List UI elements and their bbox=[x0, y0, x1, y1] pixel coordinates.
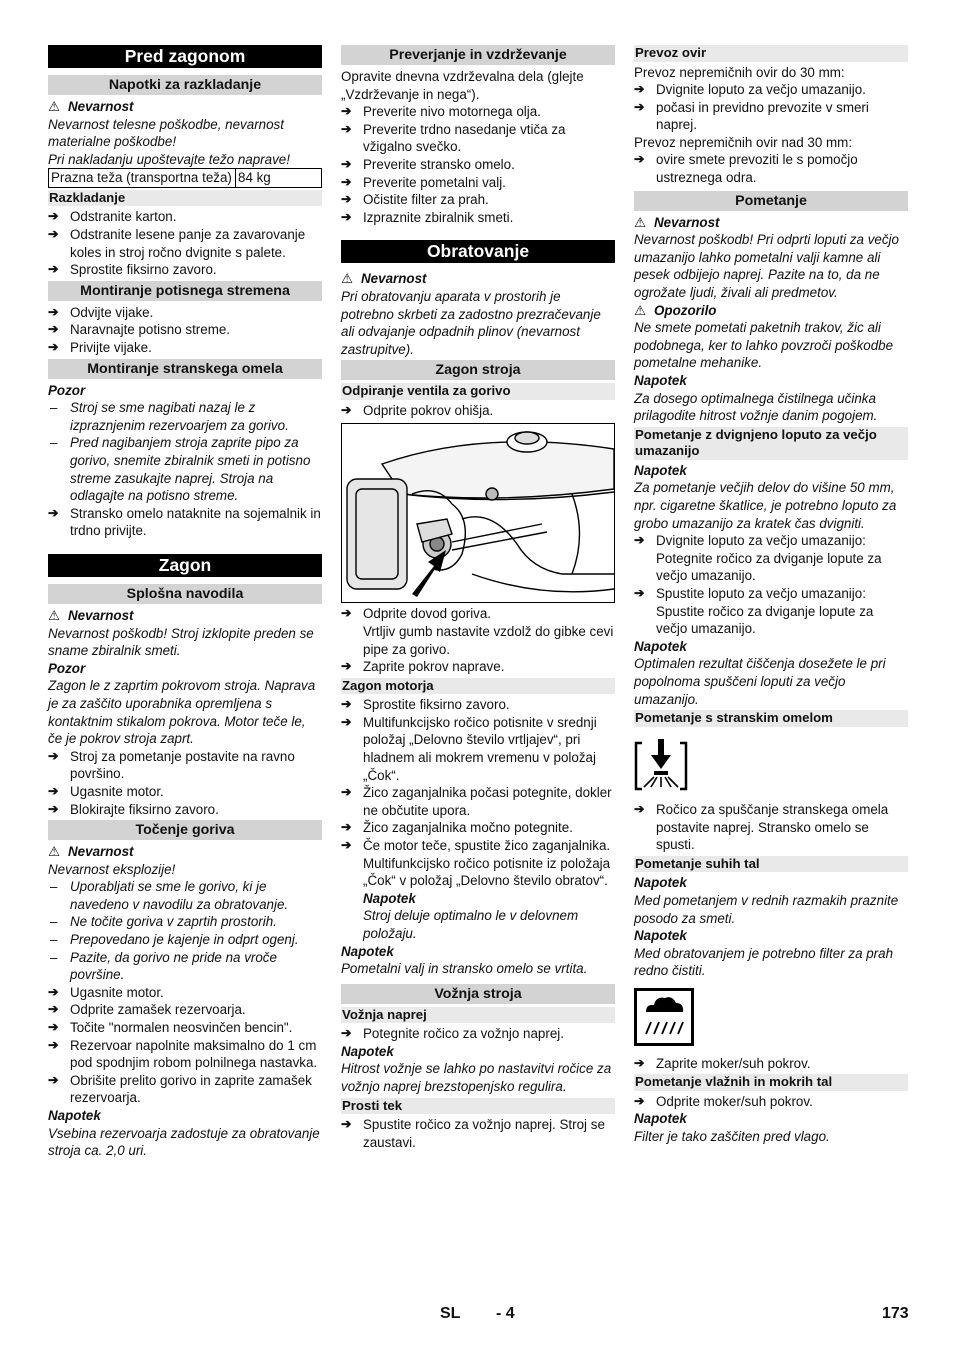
warning-label: ⚠ Opozorilo bbox=[634, 302, 717, 318]
list-item: ➔ ovire smete prevoziti le s pomočjo ustreznega odra. bbox=[634, 151, 908, 186]
list-item: ➔ Stransko omelo nataknite na sojemalnik in trdno privijte. bbox=[48, 505, 322, 540]
list-item: ➔ Multifunkcijsko ročico potisnite v srednji položaj „Delovno število vrtljajev“, pri hladnem ali mokrem vremenu v položaj „Čok“. bbox=[341, 714, 615, 784]
note-label: Napotek bbox=[634, 928, 687, 944]
list-item: – Uporabljati se sme le gorivo, ki je navedeno v navodilu za obratovanje. bbox=[48, 878, 322, 913]
list-item: ➔ Odprite dovod goriva. bbox=[341, 605, 615, 623]
subsection-title: Točenje goriva bbox=[48, 820, 322, 840]
list-item: ➔ Naravnajte potisno streme. bbox=[48, 321, 322, 339]
list-item: ➔ Preverite stransko omelo. bbox=[341, 156, 615, 174]
note-text: Med pometanjem v rednih razmakih praznite posodo za smeti. bbox=[634, 893, 899, 926]
note-text: Filter je tako zaščiten pred vlago. bbox=[634, 1128, 830, 1144]
list-item: ➔ Točite "normalen neosvinčen bencin". bbox=[48, 1019, 322, 1037]
list-item: ➔ Če motor teče, spustite žico zaganjalnika. Multifunkcijsko ročico potisnite iz položaja „Čok“ v položaj „Delovno število obratov“. bbox=[341, 837, 615, 890]
danger-label: ⚠ Nevarnost bbox=[48, 844, 134, 860]
danger-label: ⚠ Nevarnost bbox=[48, 607, 134, 623]
list-item: ➔ Spustite loputo za večjo umazanijo: Spustite ročico za dviganje lopute za večjo umazanijo. bbox=[634, 585, 908, 638]
list-item: ➔ Sprostite fiksirno zavoro. bbox=[341, 696, 615, 714]
caution-label: Pozor bbox=[48, 382, 86, 398]
section-title: Obratovanje bbox=[341, 240, 615, 263]
note-label: Napotek bbox=[363, 890, 416, 906]
warning-triangle-icon: ⚠ bbox=[341, 271, 354, 287]
warning-triangle-icon: ⚠ bbox=[634, 214, 647, 230]
list-item: ➔ Odstranite lesene panje za zavarovanje koles in stroj ročno dvignite s palete. bbox=[48, 226, 322, 261]
danger-label: ⚠ Nevarnost bbox=[341, 271, 427, 287]
subheading: Vožnja naprej bbox=[341, 1007, 615, 1024]
dry-surface-icon bbox=[634, 988, 908, 1051]
subheading: Razkladanje bbox=[48, 190, 322, 207]
local-page-number: - 4 bbox=[496, 1305, 515, 1322]
danger-label: ⚠ Nevarnost bbox=[48, 99, 134, 114]
list-item: ➔ Odprite moker/suh pokrov. bbox=[634, 1093, 908, 1111]
list-item: ➔ Preverite pometalni valj. bbox=[341, 174, 615, 192]
danger-text: Pri obratovanju aparata v prostorih je potrebno skrbeti za zadostno prezračevanje ali odvajanje odpadnih plinov (nevarnost zastrupitve). bbox=[341, 288, 601, 357]
list-item: ➔ Ročico za spuščanje stranskega omela postavite naprej. Stransko omelo se spusti. bbox=[634, 801, 908, 854]
engine-fuel-valve-figure bbox=[341, 423, 615, 603]
note-text: Optimalen rezultat čiščenja dosežete le pri popolnoma spuščeni loputi za večjo umazanijo. bbox=[634, 656, 886, 707]
list-item: ➔ Žico zaganjalnika počasi potegnite, dokler ne občutite upora. bbox=[341, 784, 615, 819]
subsection-title: Vožnja stroja bbox=[341, 984, 615, 1004]
subheading: Zagon motorja bbox=[341, 678, 615, 695]
subsection-title: Preverjanje in vzdrževanje bbox=[341, 45, 615, 65]
subsection-title: Zagon stroja bbox=[341, 360, 615, 380]
note-text: Za dosego optimalnega čistilnega učinka prilagodite hitrost vožnje danim pogojem. bbox=[634, 390, 878, 424]
subheading: Pometanje suhih tal bbox=[634, 856, 908, 873]
spec-value: 84 kg bbox=[236, 169, 322, 188]
danger-text: Nevarnost eksplozije! bbox=[48, 861, 176, 877]
danger-text: Nevarnost telesne poškodbe, nevarnost materialne poškodbe! bbox=[48, 116, 284, 150]
note-text: Pometalni valj in stransko omelo se vrtita. bbox=[341, 961, 588, 977]
list-item: ➔ Rezervoar napolnite maksimalno do 1 cm pod spodnjim robom polnilnega nastavka. bbox=[48, 1037, 322, 1072]
list-item: ➔ Žico zaganjalnika močno potegnite. bbox=[341, 819, 615, 837]
list-item: ➔ Dvignite loputo za večjo umazanijo: Potegnite ročico za dviganje lopute za večjo umazanijo. bbox=[634, 532, 908, 585]
column-2 bbox=[341, 45, 615, 1151]
danger-text: Nevarnost poškodb! Stroj izklopite preden se sname zbiralnik smeti. bbox=[48, 625, 314, 659]
warning-triangle-icon: ⚠ bbox=[48, 844, 61, 860]
list-item: ➔ Odprite pokrov ohišja. bbox=[341, 402, 615, 420]
spec-label: Prazna teža (transportna teža) bbox=[49, 169, 236, 188]
pointer-arrow-icon bbox=[412, 550, 446, 597]
subsection-title: Montiranje stranskega omela bbox=[48, 359, 322, 379]
list-item: ➔ Sprostite fiksirno zavoro. bbox=[48, 261, 322, 279]
list-item: – Ne točite goriva v zaprtih prostorih. bbox=[48, 913, 322, 931]
subheading: Pometanje z dvignjeno loputo za večjo umazanijo bbox=[634, 427, 908, 460]
spec-table bbox=[48, 168, 322, 188]
list-item: ➔ Privijte vijake. bbox=[48, 339, 322, 357]
side-brush-lower-icon bbox=[634, 735, 908, 798]
note-text: Hitrost vožnje se lahko po nastavitvi ročice za vožnjo naprej brezstopenjsko regulira. bbox=[341, 1061, 612, 1095]
section-title: Pred zagonom bbox=[48, 45, 322, 68]
warning-triangle-icon: ⚠ bbox=[48, 99, 61, 114]
list-item: – Pred nagibanjem stroja zaprite pipo za gorivo, snemite zbiralnik smeti in potisno streme zasukajte naprej. Stroja na odlagajte na potisno streme. bbox=[48, 434, 322, 504]
section-title: Zagon bbox=[48, 554, 322, 577]
column-1 bbox=[48, 45, 322, 1160]
language-code: SL bbox=[440, 1305, 461, 1322]
danger-text: Nevarnost poškodb! Pri odprti loputi za večjo umazanijo lahko pometalni valji kamne ali pesek odbijejo naprej. Pazite na to, da ne ogrožate ljudi, živali ali predmetov. bbox=[634, 232, 899, 301]
list-item: ➔ Preverite trdno nasedanje vtiča za vžigalno svečko. bbox=[341, 121, 615, 156]
note-label: Napotek bbox=[341, 943, 394, 959]
subheading: Prevoz ovir bbox=[634, 45, 908, 62]
table-row bbox=[49, 169, 322, 188]
list-item: ➔ Odstranite karton. bbox=[48, 208, 322, 226]
paragraph: Prevoz nepremičnih ovir nad 30 mm: bbox=[634, 134, 853, 150]
note-text: Vsebina rezervoarja zadostuje za obratovanje stroja ca. 2,0 uri. bbox=[48, 1125, 320, 1159]
note-text: Stroj deluje optimalno le v delovnem položaju. bbox=[363, 908, 579, 941]
list-item: ➔ Dvignite loputo za večjo umazanijo. bbox=[634, 81, 908, 99]
list-item: ➔ Ugasnite motor. bbox=[48, 783, 322, 801]
engine-illustration bbox=[342, 424, 614, 602]
note-label: Napotek bbox=[634, 1111, 687, 1127]
warning-text: Ne smete pometati paketnih trakov, žic ali podobnega, ker to lahko povzroči poškodbe pometalne mehanike. bbox=[634, 320, 894, 371]
page-number: 173 bbox=[882, 1305, 909, 1322]
list-item: – Stroj se sme nagibati nazaj le z izpraznjenim rezervoarjem za gorivo. bbox=[48, 399, 322, 434]
subheading: Pometanje vlažnih in mokrih tal bbox=[634, 1074, 908, 1091]
list-item: ➔ počasi in previdno prevozite v smeri naprej. bbox=[634, 99, 908, 134]
note-label: Napotek bbox=[634, 638, 687, 654]
list-item-detail: Vrtljiv gumb nastavite vzdolž do gibke cevi pipe za gorivo. bbox=[363, 624, 614, 657]
note-label: Napotek bbox=[341, 1043, 394, 1059]
note-label: Napotek bbox=[634, 875, 687, 891]
list-item: ➔ Spustite ročico za vožnjo naprej. Stroj se zaustavi. bbox=[341, 1116, 615, 1151]
subheading: Odpiranje ventila za gorivo bbox=[341, 383, 615, 400]
list-item: – Pazite, da gorivo ne pride na vroče površine. bbox=[48, 949, 322, 984]
caution-text: Zagon le z zaprtim pokrovom stroja. Naprava je za zaščito uporabnika opremljena s kontaktnim stikalom pokrova. Motor teče le, če je pokrov stroja zaprt. bbox=[48, 678, 316, 747]
note-label: Napotek bbox=[634, 462, 687, 478]
list-item: ➔ Odvijte vijake. bbox=[48, 304, 322, 322]
danger-text: Pri nakladanju upoštevajte težo naprave! bbox=[48, 151, 290, 167]
list-item: ➔ Ugasnite motor. bbox=[48, 984, 322, 1002]
list-item: ➔ Blokirajte fiksirno zavoro. bbox=[48, 801, 322, 819]
list-item: ➔ Obrišite prelito gorivo in zaprite zamašek rezervoarja. bbox=[48, 1072, 322, 1107]
list-item: ➔ Izpraznite zbiralnik smeti. bbox=[341, 209, 615, 227]
list-item: ➔ Stroj za pometanje postavite na ravno površino. bbox=[48, 748, 322, 783]
subsection-title: Napotki za razkladanje bbox=[48, 75, 322, 95]
subheading: Prosti tek bbox=[341, 1098, 615, 1115]
caution-label: Pozor bbox=[48, 660, 86, 676]
list-item: ➔ Potegnite ročico za vožnjo naprej. bbox=[341, 1025, 615, 1043]
subsection-title: Pometanje bbox=[634, 191, 908, 211]
list-item: ➔ Zaprite pokrov naprave. bbox=[341, 658, 615, 676]
subsection-title: Splošna navodila bbox=[48, 584, 322, 604]
list-item: ➔ Preverite nivo motornega olja. bbox=[341, 103, 615, 121]
warning-triangle-icon: ⚠ bbox=[634, 302, 647, 318]
list-item: – Prepovedano je kajenje in odprt ogenj. bbox=[48, 931, 322, 949]
paragraph: Prevoz nepremičnih ovir do 30 mm: bbox=[634, 64, 845, 80]
warning-triangle-icon: ⚠ bbox=[48, 607, 61, 623]
paragraph: Opravite dnevna vzdrževalna dela (glejte „Vzdrževanje in nega“). bbox=[341, 69, 584, 102]
list-item: ➔ Očistite filter za prah. bbox=[341, 191, 615, 209]
note-label: Napotek bbox=[634, 373, 687, 388]
list-item: ➔ Odprite zamašek rezervoarja. bbox=[48, 1001, 322, 1019]
subsection-title: Montiranje potisnega stremena bbox=[48, 281, 322, 301]
note-text: Za pometanje večjih delov do višine 50 mm, npr. cigaretne škatlice, je potrebno loputo za grobo umazanijo za kratek čas dvigniti. bbox=[634, 480, 897, 531]
subheading: Pometanje s stranskim omelom bbox=[634, 710, 908, 727]
list-item: ➔ Zaprite moker/suh pokrov. bbox=[634, 1055, 908, 1073]
note-text: Med obratovanjem je potrebno filter za prah redno čistiti. bbox=[634, 945, 894, 979]
note-label: Napotek bbox=[48, 1108, 101, 1123]
danger-label: ⚠ Nevarnost bbox=[634, 214, 720, 230]
column-3 bbox=[634, 45, 908, 1146]
